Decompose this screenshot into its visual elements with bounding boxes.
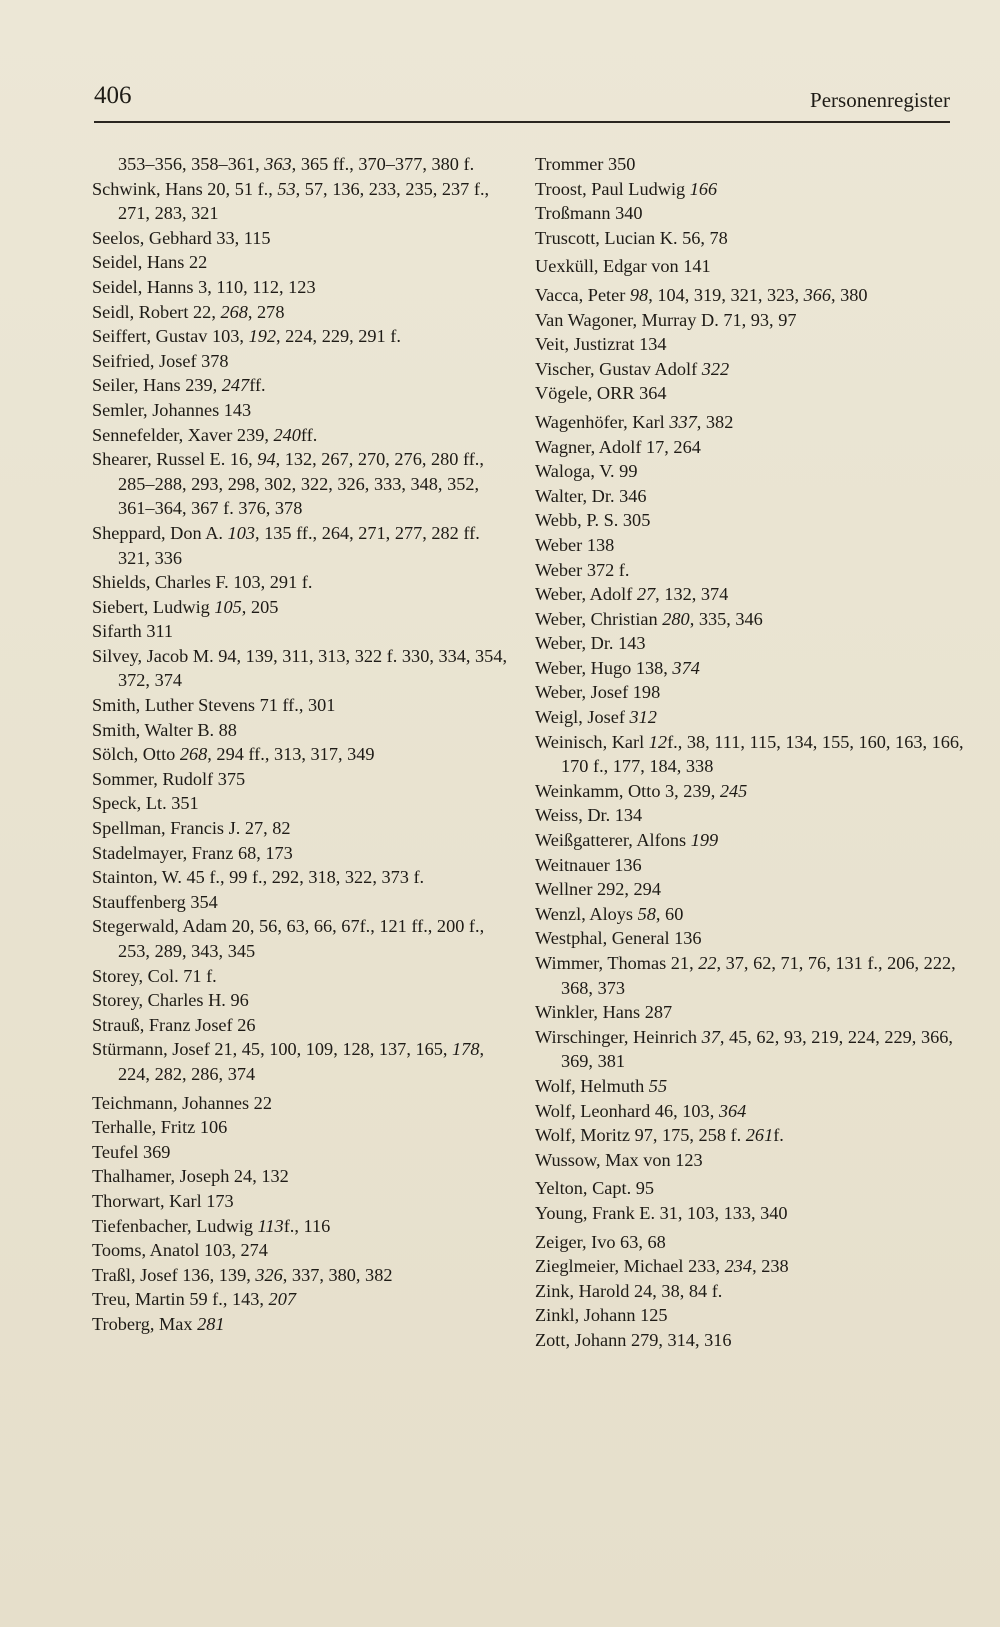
index-entry: Sennefelder, Xaver 239, 240ff. xyxy=(92,424,318,445)
index-entry: Weber 372 f. xyxy=(535,559,630,580)
index-entry: Tooms, Anatol 103, 274 xyxy=(92,1240,268,1261)
index-entry: Wimmer, Thomas 21, 22, 37, 62, 71, 76, 131 f., 206, 222, 368, 373 xyxy=(535,953,956,998)
index-entry: Zeiger, Ivo 63, 68 xyxy=(535,1231,666,1252)
page-header xyxy=(94,78,950,120)
index-entry: Seiler, Hans 239, 247ff. xyxy=(92,375,266,396)
index-entry: Seidl, Robert 22, 268, 278 xyxy=(92,301,285,322)
index-entry: Siebert, Ludwig 105, 205 xyxy=(92,596,279,617)
index-entry: Truscott, Lucian K. 56, 78 xyxy=(535,227,728,248)
index-entry: Sölch, Otto 268, 294 ff., 313, 317, 349 xyxy=(92,744,375,765)
index-entry: Traßl, Josef 136, 139, 326, 337, 380, 382 xyxy=(92,1264,393,1285)
index-entry: Seidel, Hans 22 xyxy=(92,252,208,273)
index-entry: Wolf, Helmuth 55 xyxy=(535,1075,668,1096)
index-entry: Wagenhöfer, Karl 337, 382 xyxy=(535,411,734,432)
index-entry: Zinkl, Johann 125 xyxy=(535,1305,668,1326)
index-entry: Vischer, Gustav Adolf 322 xyxy=(535,358,730,379)
index-entry: Weber, Adolf 27, 132, 374 xyxy=(535,584,729,605)
index-entry: Zink, Harold 24, 38, 84 f. xyxy=(535,1280,723,1301)
index-entry: Stegerwald, Adam 20, 56, 63, 66, 67f., 121 ff., 200 f., 253, 289, 343, 345 xyxy=(92,916,485,961)
index-entry: Trommer 350 xyxy=(535,154,636,174)
index-entry: Wolf, Moritz 97, 175, 258 f. 261f. xyxy=(535,1125,784,1146)
header-rule xyxy=(94,121,950,123)
index-entry: Young, Frank E. 31, 103, 133, 340 xyxy=(535,1202,788,1223)
page-number: 406 xyxy=(94,82,132,109)
index-entry: Zott, Johann 279, 314, 316 xyxy=(535,1329,732,1350)
index-entry: Wellner 292, 294 xyxy=(535,879,661,900)
index-entry: Seiffert, Gustav 103, 192, 224, 229, 291 f. xyxy=(92,326,401,347)
index-entry: Stadelmayer, Franz 68, 173 xyxy=(92,842,293,863)
index-entry: Storey, Charles H. 96 xyxy=(92,990,249,1011)
index-entry: Strauß, Franz Josef 26 xyxy=(92,1014,256,1035)
index-entry: Seelos, Gebhard 33, 115 xyxy=(92,227,271,248)
index-entry: Webb, P. S. 305 xyxy=(535,510,651,531)
index-entry: Westphal, General 136 xyxy=(535,928,702,949)
index-entry: Weber 138 xyxy=(535,534,615,555)
index-entry: Sheppard, Don A. 103, 135 ff., 264, 271, 277, 282 ff. 321, 336 xyxy=(92,522,480,568)
index-entry: Wolf, Leonhard 46, 103, 364 xyxy=(535,1100,747,1121)
index-entry: Walter, Dr. 346 xyxy=(535,485,647,506)
index-entry: Troberg, Max 281 xyxy=(92,1313,225,1334)
index-entry: Wenzl, Aloys 58, 60 xyxy=(535,903,684,924)
index-entry: Vögele, ORR 364 xyxy=(535,383,667,404)
index-column-left xyxy=(92,152,512,1337)
index-entry: Weber, Dr. 143 xyxy=(535,633,646,654)
index-entry: Weinisch, Karl 12f., 38, 111, 115, 134, 155, 160, 163, 166, 170 f., 177, 184, 338 xyxy=(535,731,964,777)
index-entry: Weber, Josef 198 xyxy=(535,682,661,703)
index-entry: Shields, Charles F. 103, 291 f. xyxy=(92,572,313,593)
index-entry: Van Wagoner, Murray D. 71, 93, 97 xyxy=(535,309,797,330)
index-entry: Stauffenberg 354 xyxy=(92,891,218,912)
index-entry: Wirschinger, Heinrich 37, 45, 62, 93, 219, 224, 229, 366, 369, 381 xyxy=(535,1026,953,1072)
index-entry: Winkler, Hans 287 xyxy=(535,1002,673,1023)
index-entry: Thorwart, Karl 173 xyxy=(92,1190,234,1211)
index-entry: Speck, Lt. 351 xyxy=(92,793,199,814)
index-entry: Silvey, Jacob M. 94, 139, 311, 313, 322 f. 330, 334, 354, 372, 374 xyxy=(92,645,508,691)
index-entry: Stainton, W. 45 f., 99 f., 292, 318, 322, 373 f. xyxy=(92,867,425,888)
index-entry: Shearer, Russel E. 16, 94, 132, 267, 270, 276, 280 ff., 285–288, 293, 298, 302, 322, 326, 333, 348, 352, 361–364, 367 f. 376, 378 xyxy=(92,449,484,519)
index-entry: Yelton, Capt. 95 xyxy=(535,1178,655,1199)
index-entry: Smith, Luther Stevens 71 ff., 301 xyxy=(92,695,336,716)
index-entry: Sifarth 311 xyxy=(92,621,174,642)
index-entry: Wussow, Max von 123 xyxy=(535,1149,703,1170)
index-entry: Weißgatterer, Alfons 199 xyxy=(535,830,719,851)
index-entry: Troßmann 340 xyxy=(535,203,643,224)
index-entry: Stürmann, Josef 21, 45, 100, 109, 128, 137, 165, 178, 224, 282, 286, 374 xyxy=(92,1039,485,1084)
index-entry: Weiss, Dr. 134 xyxy=(535,805,643,826)
index-entry: Weitnauer 136 xyxy=(535,854,642,875)
index-entry: Teufel 369 xyxy=(92,1141,171,1162)
index-entry: Wagner, Adolf 17, 264 xyxy=(535,436,701,457)
index-entry: Smith, Walter B. 88 xyxy=(92,719,237,740)
index-entry: Waloga, V. 99 xyxy=(535,461,638,482)
index-entry: Treu, Martin 59 f., 143, 207 xyxy=(92,1289,296,1310)
index-entry: Uexküll, Edgar von 141 xyxy=(535,256,711,277)
index-entry: Tiefenbacher, Ludwig 113f., 116 xyxy=(92,1215,331,1236)
index-entry: Seidel, Hanns 3, 110, 112, 123 xyxy=(92,276,316,297)
index-entry: Troost, Paul Ludwig 166 xyxy=(535,178,718,199)
index-entry: 353–356, 358–361, 363, 365 ff., 370–377, 380 f. xyxy=(118,154,475,174)
index-entry: Zieglmeier, Michael 233, 234, 238 xyxy=(535,1256,789,1277)
running-title: Personenregister xyxy=(810,88,950,112)
index-column-right xyxy=(535,152,965,1353)
index-entry: Storey, Col. 71 f. xyxy=(92,965,217,986)
index-entry: Thalhamer, Joseph 24, 132 xyxy=(92,1166,289,1187)
index-entry: Schwink, Hans 20, 51 f., 53, 57, 136, 233, 235, 237 f., 271, 283, 321 xyxy=(92,178,490,224)
index-entry: Sommer, Rudolf 375 xyxy=(92,768,246,789)
index-entry: Weinkamm, Otto 3, 239, 245 xyxy=(535,780,748,801)
index-entry: Weber, Hugo 138, 374 xyxy=(535,657,700,678)
index-entry: Terhalle, Fritz 106 xyxy=(92,1117,228,1138)
index-entry: Semler, Johannes 143 xyxy=(92,399,252,420)
index-entry: Seifried, Josef 378 xyxy=(92,350,229,371)
index-entry: Veit, Justizrat 134 xyxy=(535,334,667,355)
index-entry: Weigl, Josef 312 xyxy=(535,707,657,728)
index-entry: Weber, Christian 280, 335, 346 xyxy=(535,608,763,629)
index-entry: Vacca, Peter 98, 104, 319, 321, 323, 366, 380 xyxy=(535,284,868,305)
index-entry: Spellman, Francis J. 27, 82 xyxy=(92,818,291,839)
index-entry: Teichmann, Johannes 22 xyxy=(92,1092,272,1113)
